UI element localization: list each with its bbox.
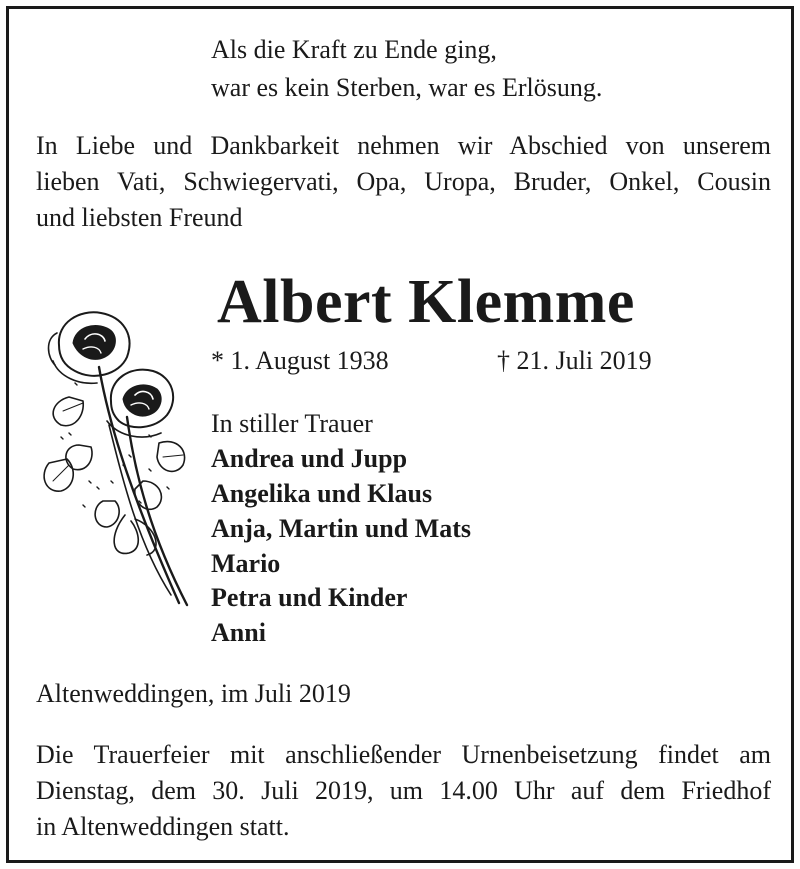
ceremony-line-2: Dienstag, dem 30. Juli 2019, um 14.00 Uhr auf dem Friedhof bbox=[36, 776, 771, 805]
ceremony-line-1: Die Trauerfeier mit anschließender Urnenbeisetzung findet am bbox=[36, 740, 771, 769]
mourner-3: Anja, Martin und Mats bbox=[211, 514, 472, 543]
motto-line-1: Als die Kraft zu Ende ging, bbox=[211, 35, 497, 64]
deceased-name: Albert Klemme bbox=[217, 268, 635, 336]
mourner-4: Mario bbox=[211, 549, 281, 578]
birth-date: * 1. August 1938 bbox=[211, 346, 389, 375]
death-date: † 21. Juli 2019 bbox=[497, 346, 652, 375]
intro-line-2: lieben Vati, Schwiegervati, Opa, Uropa, Bruder, Onkel, Cousin bbox=[36, 167, 771, 196]
motto-line-2: war es kein Sterben, war es Erlösung. bbox=[211, 73, 603, 102]
intro-line-1: In Liebe und Dankbarkeit nehmen wir Abschied von unserem bbox=[36, 131, 771, 160]
mourner-6: Anni bbox=[211, 618, 266, 647]
ceremony-line-3: in Altenweddingen statt. bbox=[36, 812, 290, 841]
mourner-1: Andrea und Jupp bbox=[211, 444, 408, 473]
rose-illustration-icon bbox=[39, 305, 194, 615]
obituary-notice bbox=[6, 6, 794, 863]
mourning-heading: In stiller Trauer bbox=[211, 409, 373, 438]
place-date: Altenweddingen, im Juli 2019 bbox=[36, 679, 351, 708]
intro-line-3: und liebsten Freund bbox=[36, 203, 243, 232]
mourner-2: Angelika und Klaus bbox=[211, 479, 433, 508]
mourner-5: Petra und Kinder bbox=[211, 583, 408, 612]
